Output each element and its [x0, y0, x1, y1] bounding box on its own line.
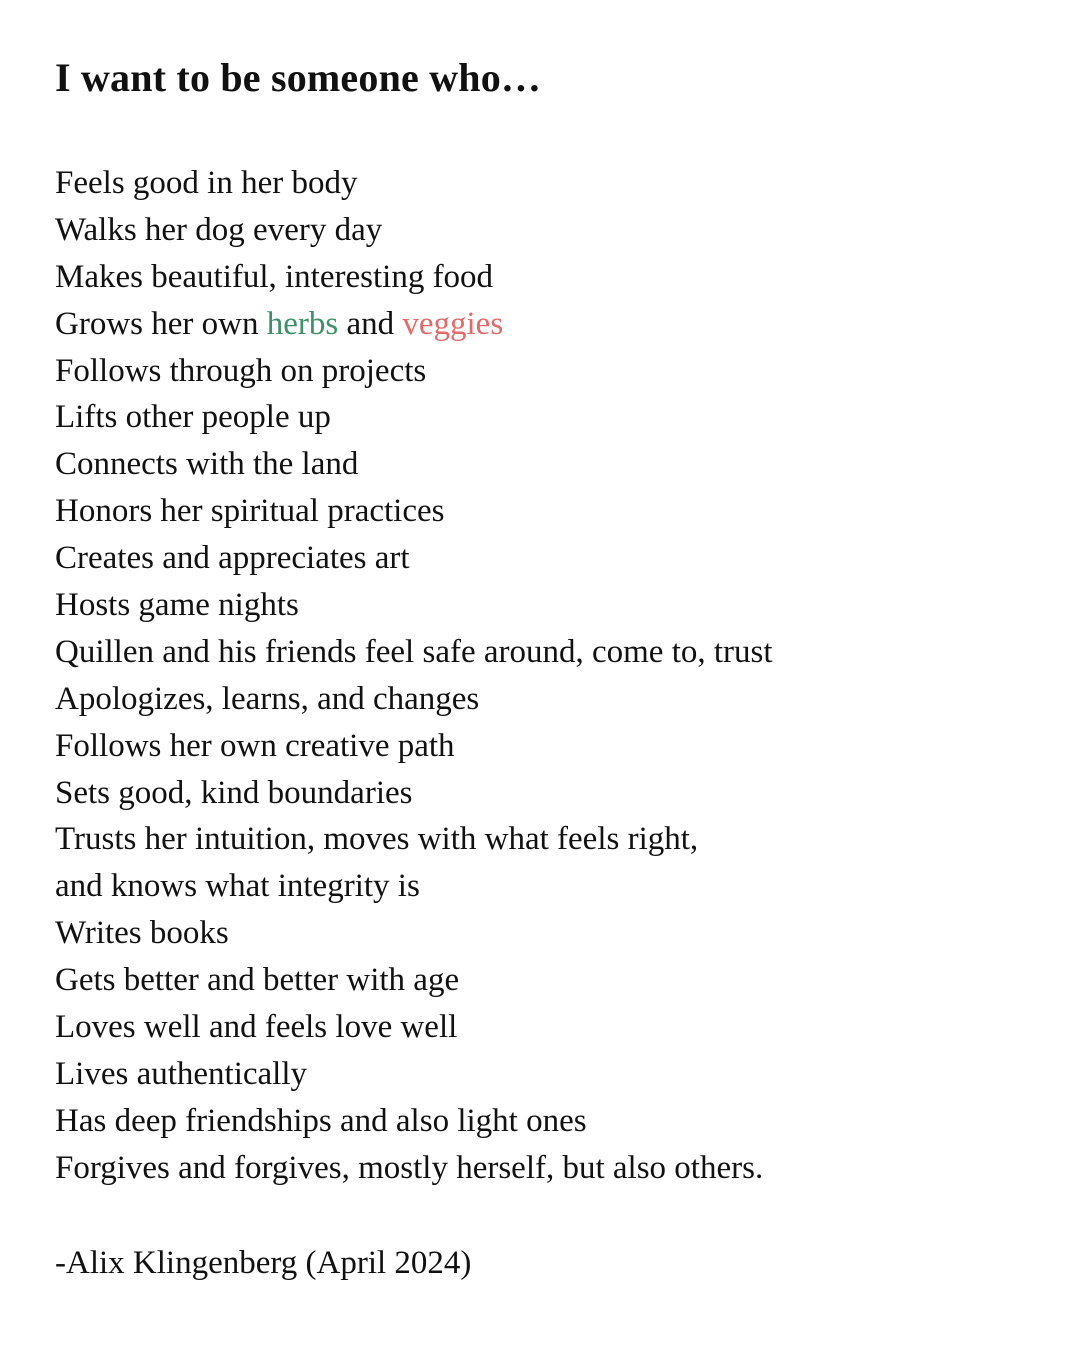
poem-line: Follows her own creative path — [55, 727, 455, 764]
poem-line: Forgives and forgives, mostly herself, but also others. — [55, 1149, 764, 1186]
poem-line: Walks her dog every day — [55, 211, 383, 248]
poem-line: Has deep friendships and also light ones — [55, 1102, 587, 1139]
poem-line: Sets good, kind boundaries — [55, 774, 413, 811]
poem-body — [55, 160, 773, 1192]
poem-line: Quillen and his friends feel safe around, come to, trust — [55, 633, 773, 670]
poem-line: Apologizes, learns, and changes — [55, 680, 480, 717]
poem-title: I want to be someone who… — [55, 55, 542, 100]
poem-signature: -Alix Klingenberg (April 2024) — [55, 1245, 472, 1281]
poem-line: Connects with the land — [55, 446, 359, 483]
poem-line: Hosts game nights — [55, 587, 299, 624]
poem-line: Gets better and better with age — [55, 962, 460, 999]
poem-page — [55, 0, 1045, 1350]
poem-line: Makes beautiful, interesting food — [55, 258, 494, 295]
poem-line: Loves well and feels love well — [55, 1009, 458, 1046]
poem-line: Lives authentically — [55, 1055, 307, 1092]
poem-line: Honors her spiritual practices — [55, 493, 445, 530]
veggies-word: veggies — [402, 305, 504, 342]
poem-line-grows — [55, 301, 773, 348]
poem-line: Follows through on projects — [55, 352, 427, 389]
poem-line: Feels good in her body — [55, 165, 358, 201]
poem-line: Writes books — [55, 915, 229, 952]
grows-middle: and — [338, 305, 403, 342]
grows-prefix: Grows her own — [55, 305, 267, 342]
poem-line: Trusts her intuition, moves with what feels right, — [55, 821, 699, 858]
poem-line: Lifts other people up — [55, 399, 331, 436]
herbs-word: herbs — [266, 305, 339, 342]
poem-line: Creates and appreciates art — [55, 540, 410, 577]
poem-line: and knows what integrity is — [55, 868, 420, 905]
